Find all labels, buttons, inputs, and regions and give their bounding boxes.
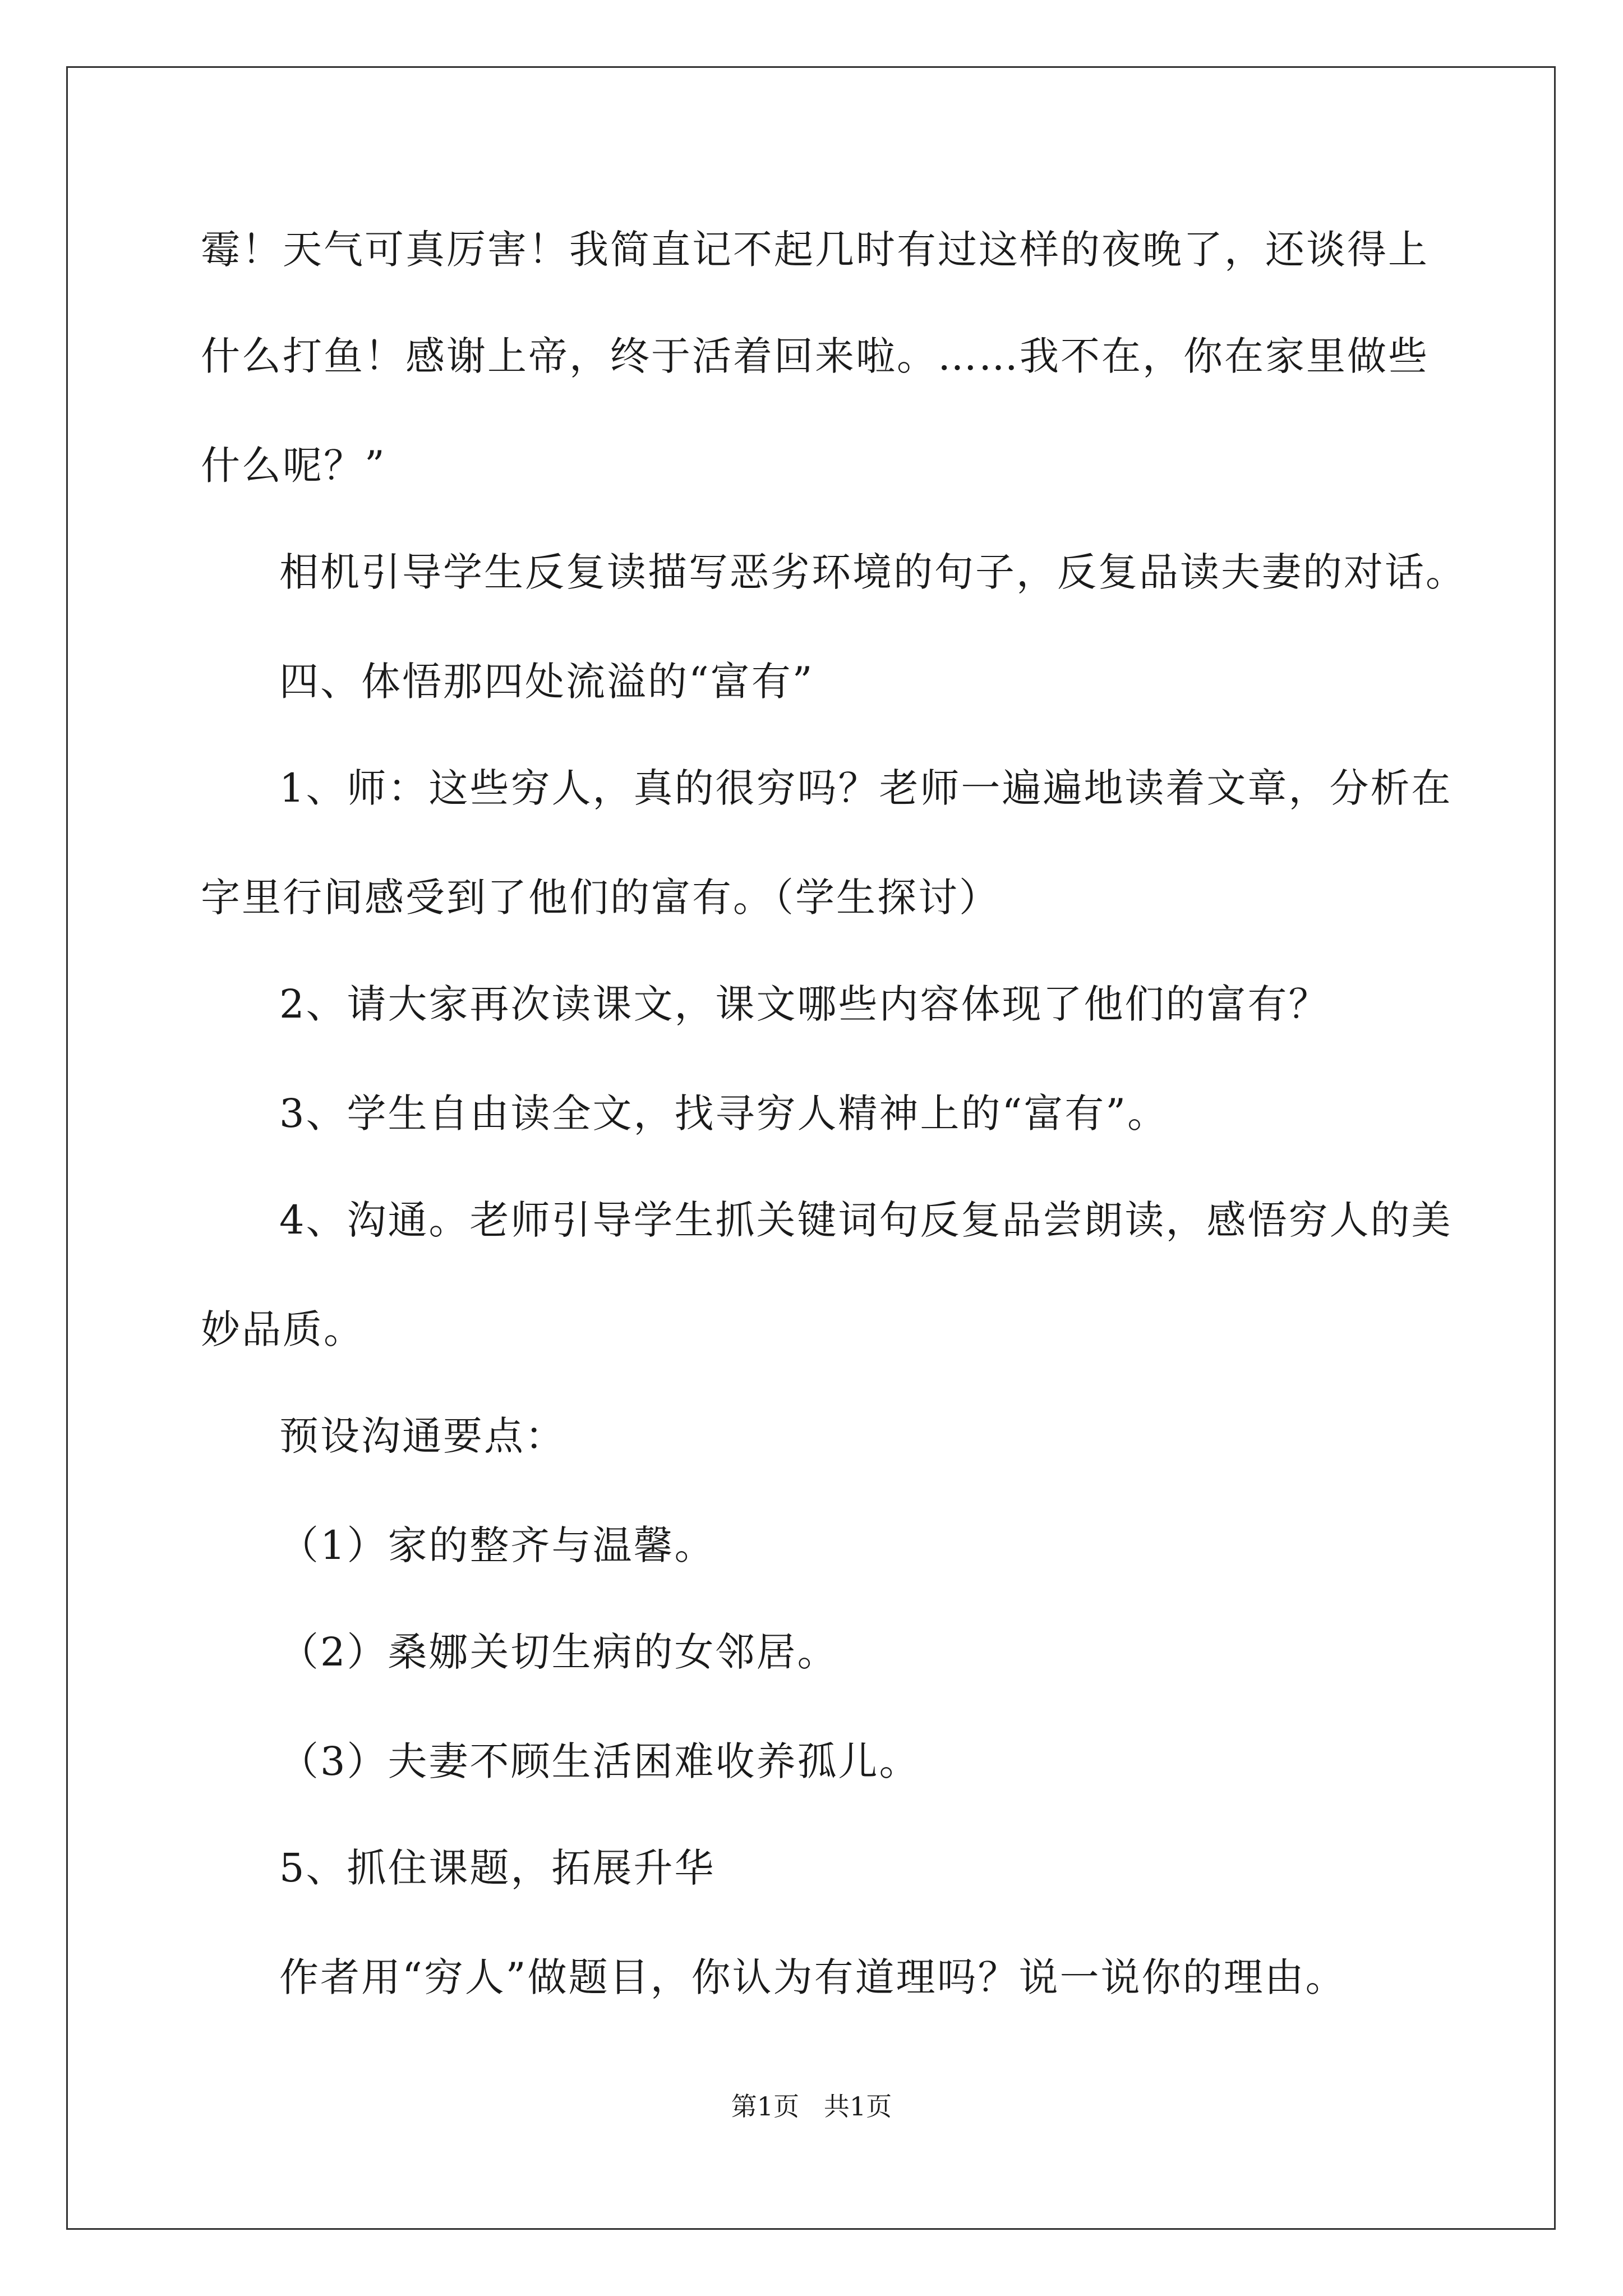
text-line: 霉！天气可真厉害！我简直记不起几时有过这样的夜晚了，还谈得上	[201, 227, 1429, 273]
text-line: 5、抓住课题，拓展升华	[279, 1845, 716, 1891]
text-line: 字里行间感受到了他们的富有。（学生探讨）	[201, 875, 1000, 921]
text-line: 什么打鱼！感谢上帝，终于活着回来啦。……我不在，你在家里做些	[201, 333, 1429, 379]
text-line: 4、沟通。老师引导学生抓关键词句反复品尝朗读，感悟穷人的美	[279, 1197, 1453, 1243]
text-line: 相机引导学生反复读描写恶劣环境的句子，反复品读夫妻的对话。	[279, 549, 1467, 595]
list-item: （2）桑娜关切生病的女邻居。	[279, 1629, 838, 1675]
text-line: 妙品质。	[201, 1306, 365, 1352]
text-line: 什么呢？”	[201, 443, 386, 489]
page-number-footer: 第1页 共1页	[731, 2091, 892, 2122]
page-border	[66, 66, 1556, 2230]
section-heading: 四、体悟那四处流溢的“富有”	[279, 659, 814, 705]
text-line: 2、请大家再次读课文，课文哪些内容体现了他们的富有？	[279, 981, 1330, 1027]
list-item: （1）家的整齐与温馨。	[279, 1522, 716, 1568]
text-line: 预设沟通要点：	[279, 1413, 566, 1459]
text-line: 3、学生自由读全文，找寻穷人精神上的“富有”。	[279, 1091, 1169, 1137]
text-line: 作者用“穷人”做题目，你认为有道理吗？说一说你的理由。	[279, 1954, 1347, 2000]
list-item: （3）夫妻不顾生活困难收养孤儿。	[279, 1738, 920, 1784]
text-line: 1、师：这些穷人，真的很穷吗？老师一遍遍地读着文章，分析在	[279, 765, 1453, 811]
